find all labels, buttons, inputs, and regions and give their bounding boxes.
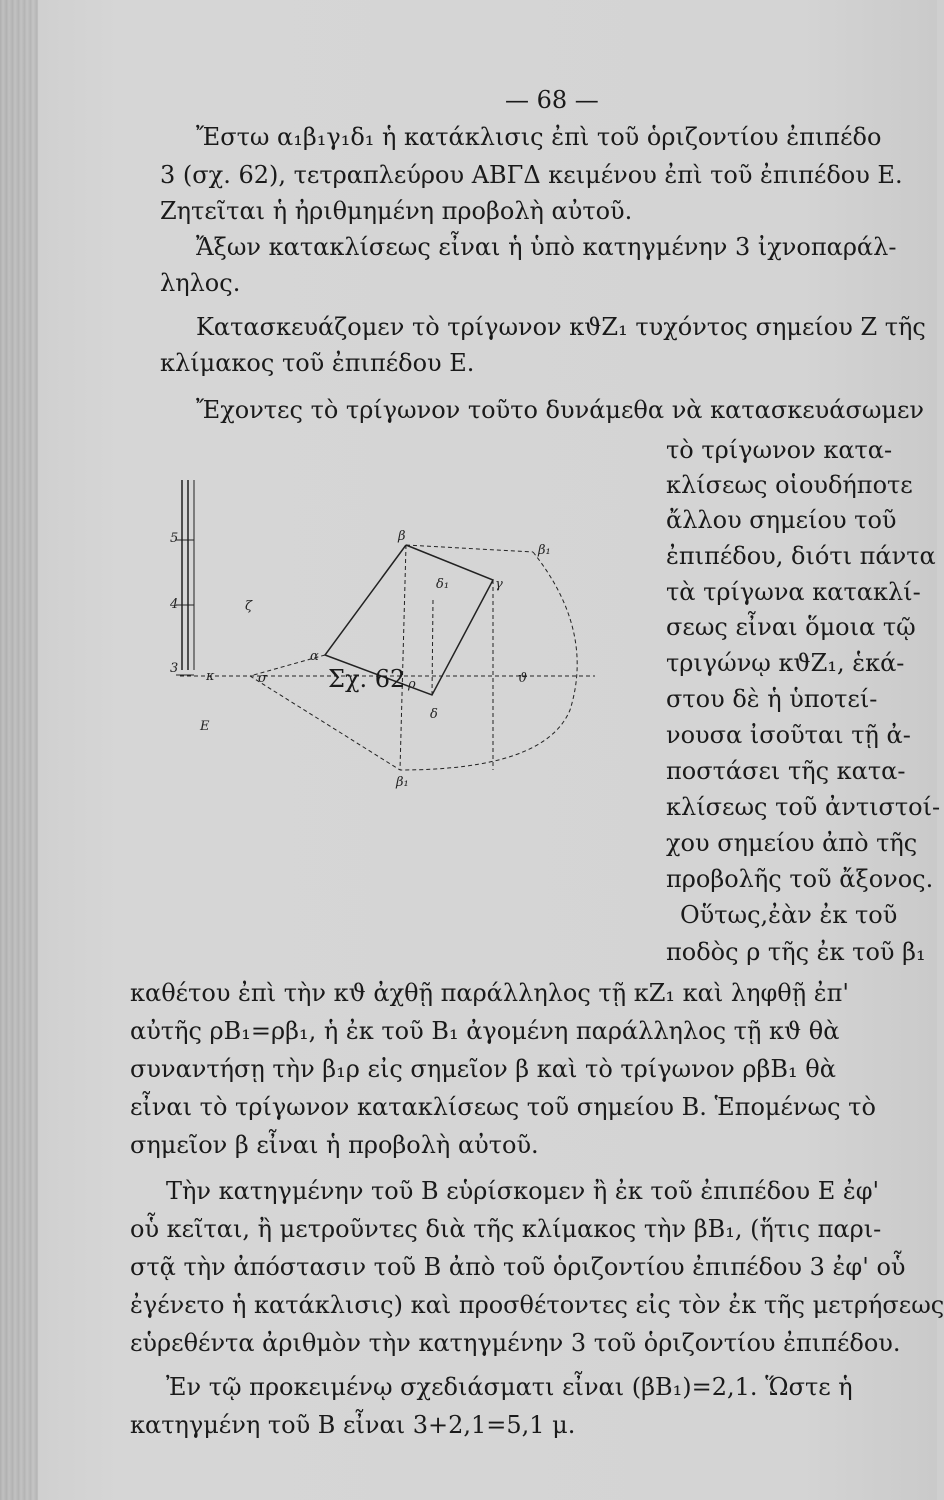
label-g: γ	[495, 577, 503, 592]
label-b: β	[398, 529, 406, 544]
text-line: στου δὲ ἡ ὑποτεί-	[666, 685, 878, 713]
label-z: ζ	[245, 599, 253, 614]
label-d: δ	[430, 707, 438, 722]
dashed-line	[400, 545, 406, 770]
text-line: Ἔστω α₁β₁γ₁δ₁ ἡ κατάκλισις ἐπὶ τοῦ ὁριζοντίου ἐπιπέδο	[196, 123, 882, 151]
text-line: ἐγένετο ἡ κατάκλισις) καὶ προσθέτοντες εἰς τὸν ἐκ τῆς μετρήσεως	[130, 1291, 944, 1319]
text-line: τριγώνῳ κϑΖ₁, ἑκά-	[666, 649, 905, 677]
figure-caption: Σχ. 62	[328, 665, 406, 693]
text-line: εὑρεθέντα ἀριθμὸν τὴν κατηγμένην 3 τοῦ ὁριζοντίου ἐπιπέδου.	[130, 1329, 901, 1357]
scale-label: 3	[170, 661, 179, 676]
dashed-line	[432, 600, 433, 695]
text-line: τὰ τρίγωνα κατακλί-	[666, 578, 921, 606]
label-b1-top: β₁	[538, 543, 551, 558]
figure-62-drawing	[150, 470, 620, 790]
text-line: προβολῆς τοῦ ἄξονος.	[666, 865, 934, 893]
text-line: Τὴν κατηγμένην τοῦ Β εὑρίσκομεν ἢ ἐκ τοῦ ἐπιπέδου Ε ἐφ'	[166, 1177, 880, 1205]
text-line: στᾷ τὴν ἀπόστασιν τοῦ Β ἀπὸ τοῦ ὁριζοντίου ἐπιπέδου 3 ἐφ' οὗ	[130, 1253, 906, 1281]
text-line: Ἔχοντες τὸ τρίγωνον τοῦτο δυνάμεθα νὰ κατασκευάσωμεν	[196, 396, 925, 424]
text-line: οὗ κεῖται, ἢ μετροῦντες διὰ τῆς κλίμακος τὴν βΒ₁, (ἥτις παρι-	[130, 1215, 882, 1243]
text-line: κλίσεως τοῦ ἀντιστοί-	[666, 793, 941, 821]
text-line: νουσα ἰσοῦται τῇ ἀ-	[666, 721, 911, 749]
text-line: Ζητεῖται ἡ ἠριθμημένη προβολὴ αὐτοῦ.	[160, 197, 633, 225]
text-line: κλίσεως οἱουδήποτε	[666, 471, 913, 499]
text-line: σεως εἶναι ὅμοια τῷ	[666, 613, 916, 641]
label-k: κ	[206, 669, 215, 684]
text-line: καθέτου ἐπὶ τὴν κϑ ἀχθῇ παράλληλος τῇ κΖ₁ καὶ ληφθῇ ἐπ'	[130, 979, 849, 1007]
text-line: σημεῖον β εἶναι ἡ προβολὴ αὐτοῦ.	[130, 1131, 539, 1159]
text-line: Κατασκευάζομεν τὸ τρίγωνον κϑΖ₁ τυχόντος σημείου Ζ τῆς	[196, 313, 926, 341]
text-line: Οὕτως,ἐὰν ἐκ τοῦ	[680, 901, 898, 929]
text-line: χου σημείου ἀπὸ τῆς	[666, 829, 918, 857]
scale-label: 5	[170, 531, 179, 546]
text-line: ἄλλου σημείου τοῦ	[666, 506, 897, 534]
dashed-line	[406, 545, 533, 552]
label-b1: β₁	[396, 775, 409, 790]
label-r: ρ	[408, 677, 416, 692]
text-line: ποδὸς ρ τῆς ἐκ τοῦ β₁	[666, 938, 926, 966]
label-a: α	[310, 649, 319, 664]
text-line: 3 (σχ. 62), τετραπλεύρου ΑΒΓΔ κειμένου ἐπὶ τοῦ ἐπιπέδου Ε.	[160, 161, 903, 189]
text-line: κλίμακος τοῦ ἐπιπέδου Ε.	[160, 349, 475, 377]
text-line: Ἐν τῷ προκειμένῳ σχεδιάσματι εἶναι (βΒ₁)=2,1. Ὥστε ἡ	[166, 1373, 853, 1401]
text-line: ἐπιπέδου, διότι πάντα	[666, 542, 936, 570]
arc-line	[400, 552, 577, 770]
text-line: αὐτῆς ρΒ₁=ρβ₁, ἡ ἐκ τοῦ Β₁ ἀγομένη παράλληλος τῇ κϑ θὰ	[130, 1017, 840, 1045]
text-line: συναντήσῃ τὴν β₁ρ εἰς σημεῖον β καὶ τὸ τρίγωνον ρβΒ₁ θὰ	[130, 1055, 836, 1083]
label-j: ϑ	[518, 671, 528, 686]
text-line: κατηγμένη τοῦ Β εἶναι 3+2,1=5,1 μ.	[130, 1411, 576, 1439]
page-binding-shadow	[0, 0, 38, 1500]
text-line: εἶναι τὸ τρίγωνον κατακλίσεως τοῦ σημείου Β. Ἑπομένως τὸ	[130, 1093, 876, 1121]
label-s: σ	[258, 671, 267, 686]
label-E: Ε	[200, 719, 210, 734]
text-line: τὸ τρίγωνον κατα-	[666, 436, 893, 464]
label-d1: δ₁	[436, 577, 450, 592]
text-line: ποστάσει τῆς κατα-	[666, 757, 906, 785]
text-line: ληλος.	[160, 269, 241, 297]
page-number: — 68 —	[505, 86, 599, 114]
text-line: Ἄξων κατακλίσεως εἶναι ἡ ὑπὸ κατηγμένην 3 ἰχνοπαράλ-	[196, 233, 897, 261]
scale-label: 4	[170, 597, 179, 612]
